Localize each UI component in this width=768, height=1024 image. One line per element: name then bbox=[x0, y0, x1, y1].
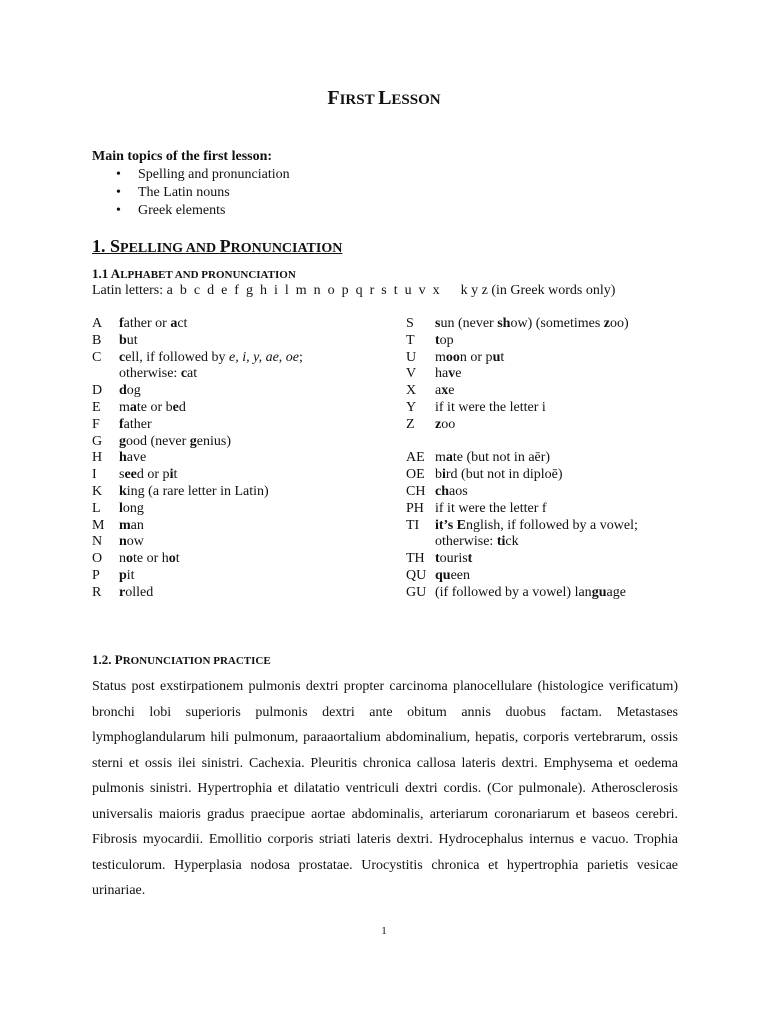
pronunciation-row bbox=[406, 350, 678, 367]
example-word bbox=[119, 400, 186, 417]
pronunciation-row bbox=[92, 333, 372, 350]
example-word bbox=[435, 518, 678, 535]
example-fragment: oo bbox=[445, 349, 460, 365]
pronunciation-row bbox=[92, 400, 372, 417]
example-fragment: a bbox=[170, 316, 178, 331]
example-word bbox=[435, 316, 629, 333]
example-fragment: p bbox=[119, 567, 127, 583]
example-fragment: te (but not in aēr) bbox=[452, 450, 551, 466]
example-fragment: e, i, y, ae bbox=[229, 349, 279, 365]
pronunciation-row bbox=[406, 366, 678, 383]
letter-label: TH bbox=[406, 551, 425, 567]
pronunciation-row bbox=[92, 551, 372, 568]
example-fragment: n bbox=[119, 551, 126, 567]
example-fragment: ing (a rare letter in Latin) bbox=[126, 483, 269, 499]
example-fragment: f bbox=[119, 416, 124, 432]
pronunciation-row bbox=[92, 450, 372, 467]
example-fragment: o bbox=[126, 551, 133, 567]
latin-letters-line: Latin letters: a b c d e f g h i l m n o p q r s t u v x k y z (in Greek words only) bbox=[92, 283, 616, 298]
example-fragment: x bbox=[441, 383, 449, 399]
example-word bbox=[435, 417, 455, 434]
example-fragment: l bbox=[119, 500, 123, 516]
topic-item: • The Latin nouns bbox=[116, 185, 230, 200]
example-fragment: z bbox=[435, 416, 442, 432]
letter-label: F bbox=[92, 416, 100, 432]
topic-item: • Greek elements bbox=[116, 203, 226, 218]
pronunciation-row bbox=[92, 383, 372, 400]
pronunciation-table-right bbox=[406, 316, 678, 602]
example-fragment: un (never bbox=[440, 316, 498, 331]
pronunciation-row bbox=[92, 316, 372, 333]
pronunciation-row bbox=[406, 518, 678, 535]
example-word bbox=[119, 585, 153, 602]
example-fragment: gu bbox=[591, 584, 607, 600]
example-fragment: enius) bbox=[196, 433, 231, 449]
pronunciation-row bbox=[92, 568, 372, 585]
example-fragment: e bbox=[172, 399, 179, 415]
letter-label: O bbox=[92, 551, 103, 567]
example-fragment: m bbox=[435, 450, 446, 466]
example-fragment: s bbox=[119, 467, 125, 483]
pronunciation-gap bbox=[406, 434, 678, 451]
example-word bbox=[119, 316, 187, 333]
example-word bbox=[119, 534, 144, 551]
example-word bbox=[435, 366, 461, 383]
example-fragment: te or b bbox=[136, 399, 173, 415]
letter-label: S bbox=[406, 316, 414, 331]
letter-label: H bbox=[92, 450, 103, 466]
pronunciation-row bbox=[406, 585, 678, 602]
letter-label: TI bbox=[406, 517, 420, 533]
example-fragment: ti bbox=[496, 534, 506, 550]
example-fragment: m bbox=[435, 349, 446, 365]
example-fragment: m bbox=[119, 517, 131, 533]
example-fragment: if it were the letter f bbox=[435, 500, 547, 516]
example-fragment: ut bbox=[126, 332, 138, 348]
practice-paragraph: Status post exstirpationem pulmonis dextri propter carcinoma planocellulare (histologice verificatum) bronchi lobi superioris pulmonis dextri ante obitum annis duobus factam. Metastases lymphoglandularum hili pulmonum, paraaortalium abdominalium, hepatis, corporis vertebrarum, ossis sterni et ossis ilei sinistri. Cachexia. Pleuritis chronica callosa lateris dextri. Emphysema et oedema pulmonis sinistri. Hypertrophia et dilatatio ventriculi dextri cordis. (Cor pulmonale). Atherosclerosis universalis maioris gradus praecipue aortae abdominalis, arteriarum coronariarum et baseos cerebri. Fibrosis myocardii. Emollitio corporis striati lateris dextri. Hydrocephalus internus e vacuo. Trophia testiculorum. Hyperplasia nodosa prostatae. Urocystitis chronica et hypertrophia parietis vesicae urinariae. bbox=[92, 679, 678, 898]
example-fragment: ee bbox=[124, 467, 137, 483]
bullet-icon: • bbox=[116, 167, 121, 182]
example-fragment: te or h bbox=[133, 551, 169, 567]
pronunciation-row bbox=[406, 450, 678, 467]
letter-label: GU bbox=[406, 584, 427, 600]
pronunciation-row bbox=[92, 484, 372, 501]
example-fragment: ; bbox=[299, 349, 303, 365]
example-fragment: a bbox=[129, 399, 137, 415]
letter-label: B bbox=[92, 332, 102, 348]
example-fragment: ong bbox=[122, 500, 144, 516]
letter-label: CH bbox=[406, 483, 426, 499]
example-fragment: ck bbox=[505, 534, 519, 550]
example-fragment: qu bbox=[435, 567, 451, 583]
letter-label: D bbox=[92, 383, 103, 399]
example-fragment: op bbox=[439, 332, 454, 348]
example-word bbox=[119, 333, 138, 350]
example-fragment: e bbox=[455, 366, 462, 382]
pronunciation-row bbox=[92, 350, 372, 367]
example-fragment: nglish, if followed by a vowel; bbox=[465, 517, 638, 533]
example-fragment: an bbox=[130, 517, 144, 533]
example-fragment: it bbox=[126, 567, 135, 583]
example-fragment: oo bbox=[441, 416, 456, 432]
letter-label: I bbox=[92, 467, 97, 483]
pronunciation-row bbox=[92, 501, 372, 518]
subsection-heading-alphabet: 1.1 ALPHABET AND PRONUNCIATION bbox=[92, 266, 296, 281]
topics-heading: Main topics of the first lesson: bbox=[92, 149, 273, 164]
example-fragment: ouris bbox=[439, 551, 468, 567]
example-fragment: d or p bbox=[136, 467, 170, 483]
example-fragment: n bbox=[119, 534, 127, 550]
example-fragment: oo) bbox=[610, 316, 629, 331]
pronunciation-row bbox=[406, 417, 678, 434]
example-fragment: t bbox=[467, 551, 473, 567]
pronunciation-row-continued bbox=[92, 366, 372, 383]
bullet-icon: • bbox=[116, 203, 121, 218]
example-fragment: ct bbox=[177, 316, 188, 331]
example-word bbox=[435, 383, 454, 400]
letter-label: X bbox=[406, 383, 417, 399]
example-word bbox=[435, 333, 454, 350]
example-fragment: t bbox=[500, 349, 505, 365]
pronunciation-row bbox=[92, 417, 372, 434]
letter-label: P bbox=[92, 567, 100, 583]
letter-label: N bbox=[92, 534, 103, 550]
example-word bbox=[435, 350, 504, 367]
example-fragment: a bbox=[435, 383, 442, 399]
letter-label: K bbox=[92, 483, 103, 499]
example-fragment: s bbox=[435, 316, 441, 331]
example-fragment: ow) (sometimes bbox=[510, 316, 604, 331]
pronunciation-table-left bbox=[92, 316, 372, 602]
pronunciation-row bbox=[92, 518, 372, 535]
example-fragment: t bbox=[435, 551, 440, 567]
pronunciation-row bbox=[406, 383, 678, 400]
example-fragment: olled bbox=[125, 584, 154, 600]
example-fragment: een bbox=[450, 567, 471, 583]
example-word bbox=[119, 350, 359, 367]
example-fragment: aos bbox=[449, 483, 468, 499]
letter-label: QU bbox=[406, 567, 427, 583]
example-word bbox=[435, 585, 626, 602]
example-fragment: ather bbox=[123, 416, 152, 432]
example-fragment: z bbox=[603, 316, 610, 331]
example-word bbox=[435, 450, 550, 467]
example-word bbox=[435, 551, 472, 568]
example-fragment: ch bbox=[435, 483, 449, 499]
example-fragment: i bbox=[169, 467, 174, 483]
subsection-heading-practice: 1.2. PRONUNCIATION PRACTICE bbox=[92, 652, 271, 667]
letter-label: T bbox=[406, 332, 415, 348]
example-fragment: r bbox=[119, 584, 126, 600]
example-fragment: ood (never bbox=[126, 433, 190, 449]
example-fragment: d bbox=[119, 383, 127, 399]
letter-label: C bbox=[92, 349, 102, 365]
example-fragment: g bbox=[119, 433, 126, 449]
example-fragment: h bbox=[119, 450, 127, 466]
letter-label: Y bbox=[406, 399, 417, 415]
example-fragment: t bbox=[173, 467, 178, 483]
example-fragment: t bbox=[175, 551, 180, 567]
example-fragment: age bbox=[606, 584, 626, 600]
example-fragment: ow bbox=[126, 534, 144, 550]
example-word bbox=[435, 484, 468, 501]
letter-label: V bbox=[406, 366, 417, 382]
pronunciation-row bbox=[406, 467, 678, 484]
letter-label: U bbox=[406, 349, 417, 365]
letter-label: Z bbox=[406, 416, 415, 432]
pronunciation-row bbox=[92, 467, 372, 484]
letter-label: OE bbox=[406, 467, 425, 483]
bullet-icon: • bbox=[116, 185, 121, 200]
letter-label: A bbox=[92, 316, 103, 331]
example-word bbox=[435, 568, 470, 585]
pronunciation-row bbox=[92, 585, 372, 602]
section-heading-spelling: 1. SPELLING AND PRONUNCIATION bbox=[92, 236, 343, 256]
example-fragment: k bbox=[119, 483, 127, 499]
example-word bbox=[119, 383, 141, 400]
example-word bbox=[119, 568, 135, 585]
example-fragment: n or p bbox=[459, 349, 493, 365]
example-fragment: d bbox=[178, 399, 186, 415]
example-fragment: e bbox=[448, 383, 455, 399]
pronunciation-row bbox=[406, 501, 678, 518]
example-fragment: it’s E bbox=[435, 517, 466, 533]
example-fragment: v bbox=[448, 366, 456, 382]
example-fragment: i bbox=[442, 467, 446, 483]
page-title: FIRST LESSON bbox=[327, 87, 441, 109]
example-fragment: og bbox=[126, 383, 141, 399]
example-fragment: c bbox=[180, 366, 188, 382]
pronunciation-row bbox=[92, 534, 372, 551]
letter-label: G bbox=[92, 433, 103, 449]
example-word bbox=[435, 501, 547, 518]
example-fragment: , bbox=[278, 349, 286, 365]
example-fragment: b bbox=[119, 332, 127, 348]
example-fragment: m bbox=[119, 399, 130, 415]
example-word bbox=[119, 501, 144, 518]
example-fragment: otherwise: bbox=[435, 534, 497, 550]
example-word bbox=[435, 467, 563, 484]
example-word bbox=[119, 434, 231, 451]
pronunciation-row bbox=[406, 316, 678, 333]
example-fragment: b bbox=[435, 467, 442, 483]
example-fragment: ather or bbox=[123, 316, 171, 331]
example-fragment: otherwise: bbox=[119, 366, 181, 382]
example-word bbox=[119, 467, 177, 484]
example-fragment: o bbox=[168, 551, 176, 567]
pronunciation-row bbox=[92, 434, 372, 451]
example-word bbox=[119, 518, 144, 535]
topic-item: • Spelling and pronunciation bbox=[116, 167, 290, 182]
example-fragment: f bbox=[119, 316, 124, 331]
example-fragment: u bbox=[492, 349, 501, 365]
example-word bbox=[119, 366, 197, 383]
example-fragment: rd (but not in diploē) bbox=[445, 467, 563, 483]
pronunciation-row bbox=[406, 484, 678, 501]
example-fragment: a bbox=[445, 450, 453, 466]
example-word bbox=[435, 400, 546, 417]
example-fragment: ell, if followed by bbox=[125, 349, 230, 365]
example-fragment: oe bbox=[285, 349, 300, 365]
example-fragment: if it were the letter i bbox=[435, 399, 546, 415]
example-word bbox=[119, 551, 180, 568]
example-word bbox=[119, 484, 269, 501]
example-word bbox=[119, 450, 146, 467]
pronunciation-row bbox=[406, 400, 678, 417]
letter-label: AE bbox=[406, 450, 425, 466]
example-fragment: sh bbox=[497, 316, 511, 331]
example-fragment: ha bbox=[435, 366, 449, 382]
letter-label: R bbox=[92, 584, 102, 600]
example-fragment: g bbox=[189, 433, 197, 449]
pronunciation-row-continued bbox=[406, 534, 678, 551]
example-word bbox=[119, 417, 152, 434]
letter-label: E bbox=[92, 399, 101, 415]
pronunciation-row bbox=[406, 568, 678, 585]
letter-label: L bbox=[92, 500, 101, 516]
pronunciation-row bbox=[406, 551, 678, 568]
example-word bbox=[435, 534, 519, 551]
letter-label: M bbox=[92, 517, 105, 533]
example-fragment: ave bbox=[126, 450, 147, 466]
letter-label: PH bbox=[406, 500, 424, 516]
page-number: 1 bbox=[381, 925, 387, 937]
example-fragment: c bbox=[119, 349, 126, 365]
topics-list bbox=[116, 166, 290, 220]
example-fragment: t bbox=[435, 332, 440, 348]
pronunciation-row bbox=[406, 333, 678, 350]
example-fragment: (if followed by a vowel) lan bbox=[435, 584, 592, 600]
example-fragment: at bbox=[187, 366, 198, 382]
